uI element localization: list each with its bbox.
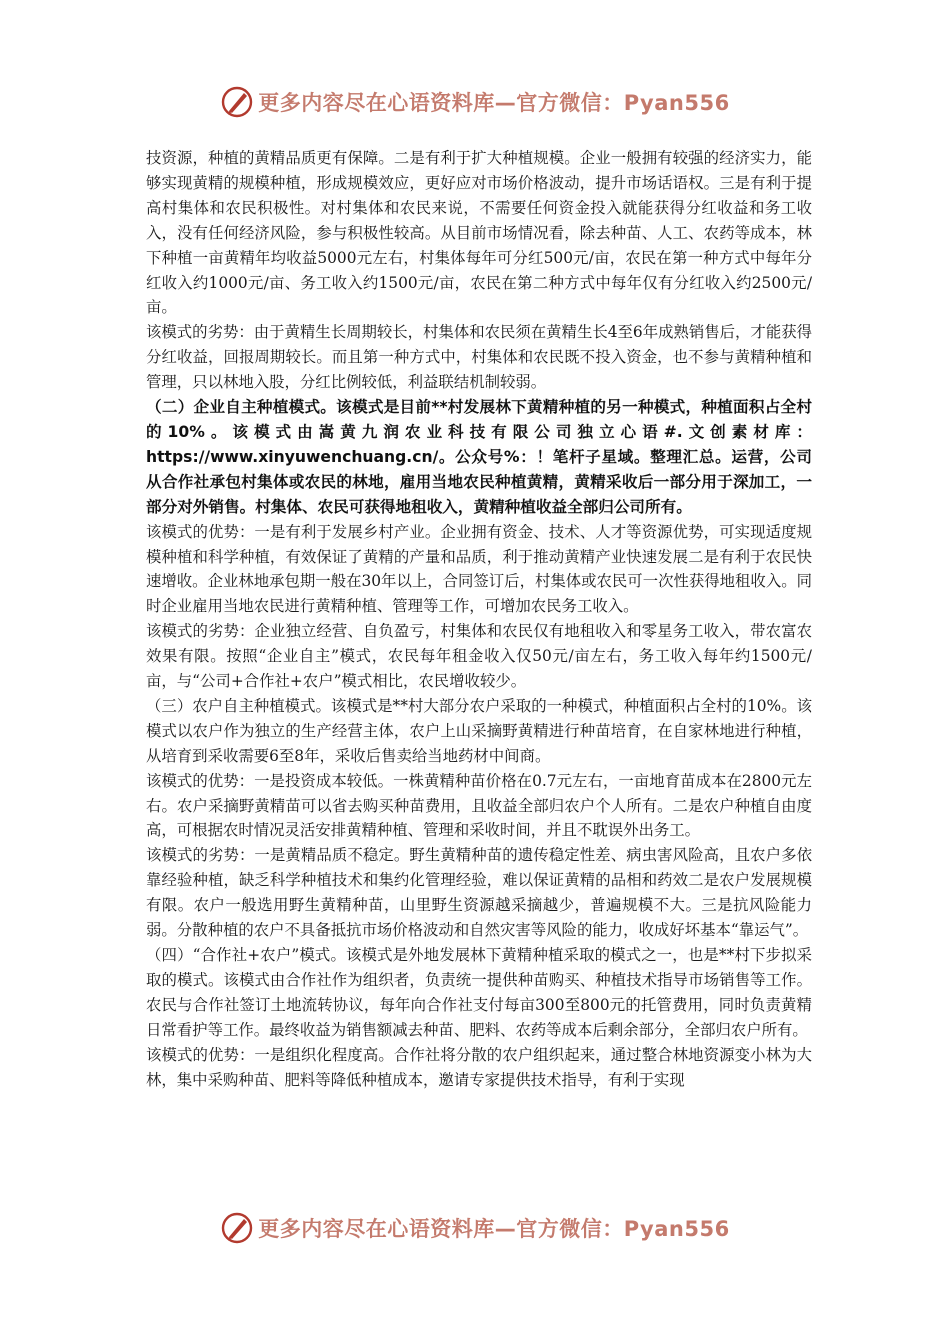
paragraph-mode4-advantages: 该模式的优势：一是组织化程度高。合作社将分散的农户组织起来，通过整合林地资源变小林为大林，集中采购种苗、肥料等降低种植成本，邀请专家提供技术指导，有利于实现 [146, 1045, 812, 1089]
paragraph-mode2-disadvantages: 该模式的劣势：企业独立经营、自负盈亏，村集体和农民仅有地租收入和零星务工收入，带农富农效果有限。按照“企业自主”模式，农民每年租金收入仅50元/亩左右，务工收入每年约1500元/亩，与“公司+合作社+农户”模式相比，农民增收较少。 [146, 622, 812, 691]
paragraph-enterprise-advantages-cont: 技资源，种植的黄精品质更有保障。二是有利于扩大种植规模。企业一般拥有较强的经济实力，能够实现黄精的规模种植，形成规模效应，更好应对市场价格波动，提升市场话语权。三是有利于提高村集体和农民积极性。对村集体和农民来说，不需要任何资金投入就能获得分红收益和务工收入，没有任何经济风险，参与积极性较高。从目前市场情况看，除去种苗、人工、农药等成本，林下种植一亩黄精年均收益5000元左右，村集体每年可分红500元/亩，农民在第一种方式中每年分红收入约1000元/亩、务工收入约1500元/亩，农民在第二种方式中每年仅有分红收入约2500元/亩。 [146, 149, 812, 317]
document-body [146, 146, 812, 1092]
footer-banner [0, 1208, 950, 1248]
quill-pen-logo-icon [220, 85, 254, 119]
section-heading-coop-mode: （四）“合作社+农户”模式。该模式是外地发展林下黄精种植采取的模式之一，也是**村下步拟采取的模式。该模式由合作社作为组织者，负责统一提供种苗购买、种植技术指导市场销售等工作。农民与合作社签订土地流转协议，每年向合作社支付每亩300至800元的托管费用，同时负责黄精日常看护等工作。最终收益为销售额减去种苗、肥料、农药等成本后剩余部分，全部归农户所有。 [146, 946, 812, 1039]
section-heading-enterprise-mode: （二）企业自主种植模式。该模式是目前**村发展林下黄精种植的另一种模式，种植面积占全村的10%。该模式由嵩黄九润农业科技有限公司独立心语#.文创素材库：https://www.xinyuwenchuang.cn/。公众号%：！笔杆子星域。整理汇总。运营，公司从合作社承包村集体或农民的林地，雇用当地农民种植黄精，黄精采收后一部分用于深加工，一部分对外销售。村集体、农民可获得地租收入，黄精种植收益全部归公司所有。 [146, 398, 812, 516]
paragraph-mode3-advantages: 该模式的优势：一是投资成本较低。一株黄精种苗价格在0.7元左右，一亩地育苗成本在2800元左右。农户采摘野黄精苗可以省去购买种苗费用，且收益全部归农户个人所有。二是农户种植自由度高，可根据农时情况灵活安排黄精种植、管理和采收时间，并且不耽误外出务工。 [146, 771, 812, 840]
section-heading-farmer-mode: （三）农户自主种植模式。该模式是**村大部分农户采取的一种模式，种植面积占全村的10%。该模式以农户作为独立的生产经营主体，农户上山采摘野黄精进行种苗培育，在自家林地进行种植，从培育到采收需要6至8年，采收后售卖给当地药材中间商。 [146, 696, 812, 765]
paragraph-mode1-disadvantages: 该模式的劣势：由于黄精生长周期较长，村集体和农民须在黄精生长4至6年成熟销售后，才能获得分红收益，回报周期较长。而且第一种方式中，村集体和农民既不投入资金，也不参与黄精种植和管理，只以林地入股，分红比例较低，利益联结机制较弱。 [146, 323, 812, 392]
banner-text: 更多内容尽在心语资料库—官方微信：Pyan556 [258, 1217, 730, 1241]
banner-text: 更多内容尽在心语资料库—官方微信：Pyan556 [258, 91, 730, 115]
header-banner [0, 82, 950, 122]
quill-pen-logo-icon [220, 1211, 254, 1245]
paragraph-mode2-advantages: 该模式的优势：一是有利于发展乡村产业。企业拥有资金、技术、人才等资源优势，可实现适度规模种植和科学种植，有效保证了黄精的产量和品质，利于推动黄精产业快速发展二是有利于农民快速增收。企业林地承包期一般在30年以上，合同签订后，村集体或农民可一次性获得地租收入。同时企业雇用当地农民进行黄精种植、管理等工作，可增加农民务工收入。 [146, 522, 812, 616]
paragraph-mode3-disadvantages: 该模式的劣势：一是黄精品质不稳定。野生黄精种苗的遗传稳定性差、病虫害风险高，且农户多依靠经验种植，缺乏科学种植技术和集约化管理经验，难以保证黄精的品相和药效二是农户发展规模有限。农户一般选用野生黄精种苗，山里野生资源越采摘越少，普遍规模不大。三是抗风险能力弱。分散种植的农户不具备抵抗市场价格波动和自然灾害等风险的能力，收成好坏基本“靠运气”。 [146, 846, 812, 940]
